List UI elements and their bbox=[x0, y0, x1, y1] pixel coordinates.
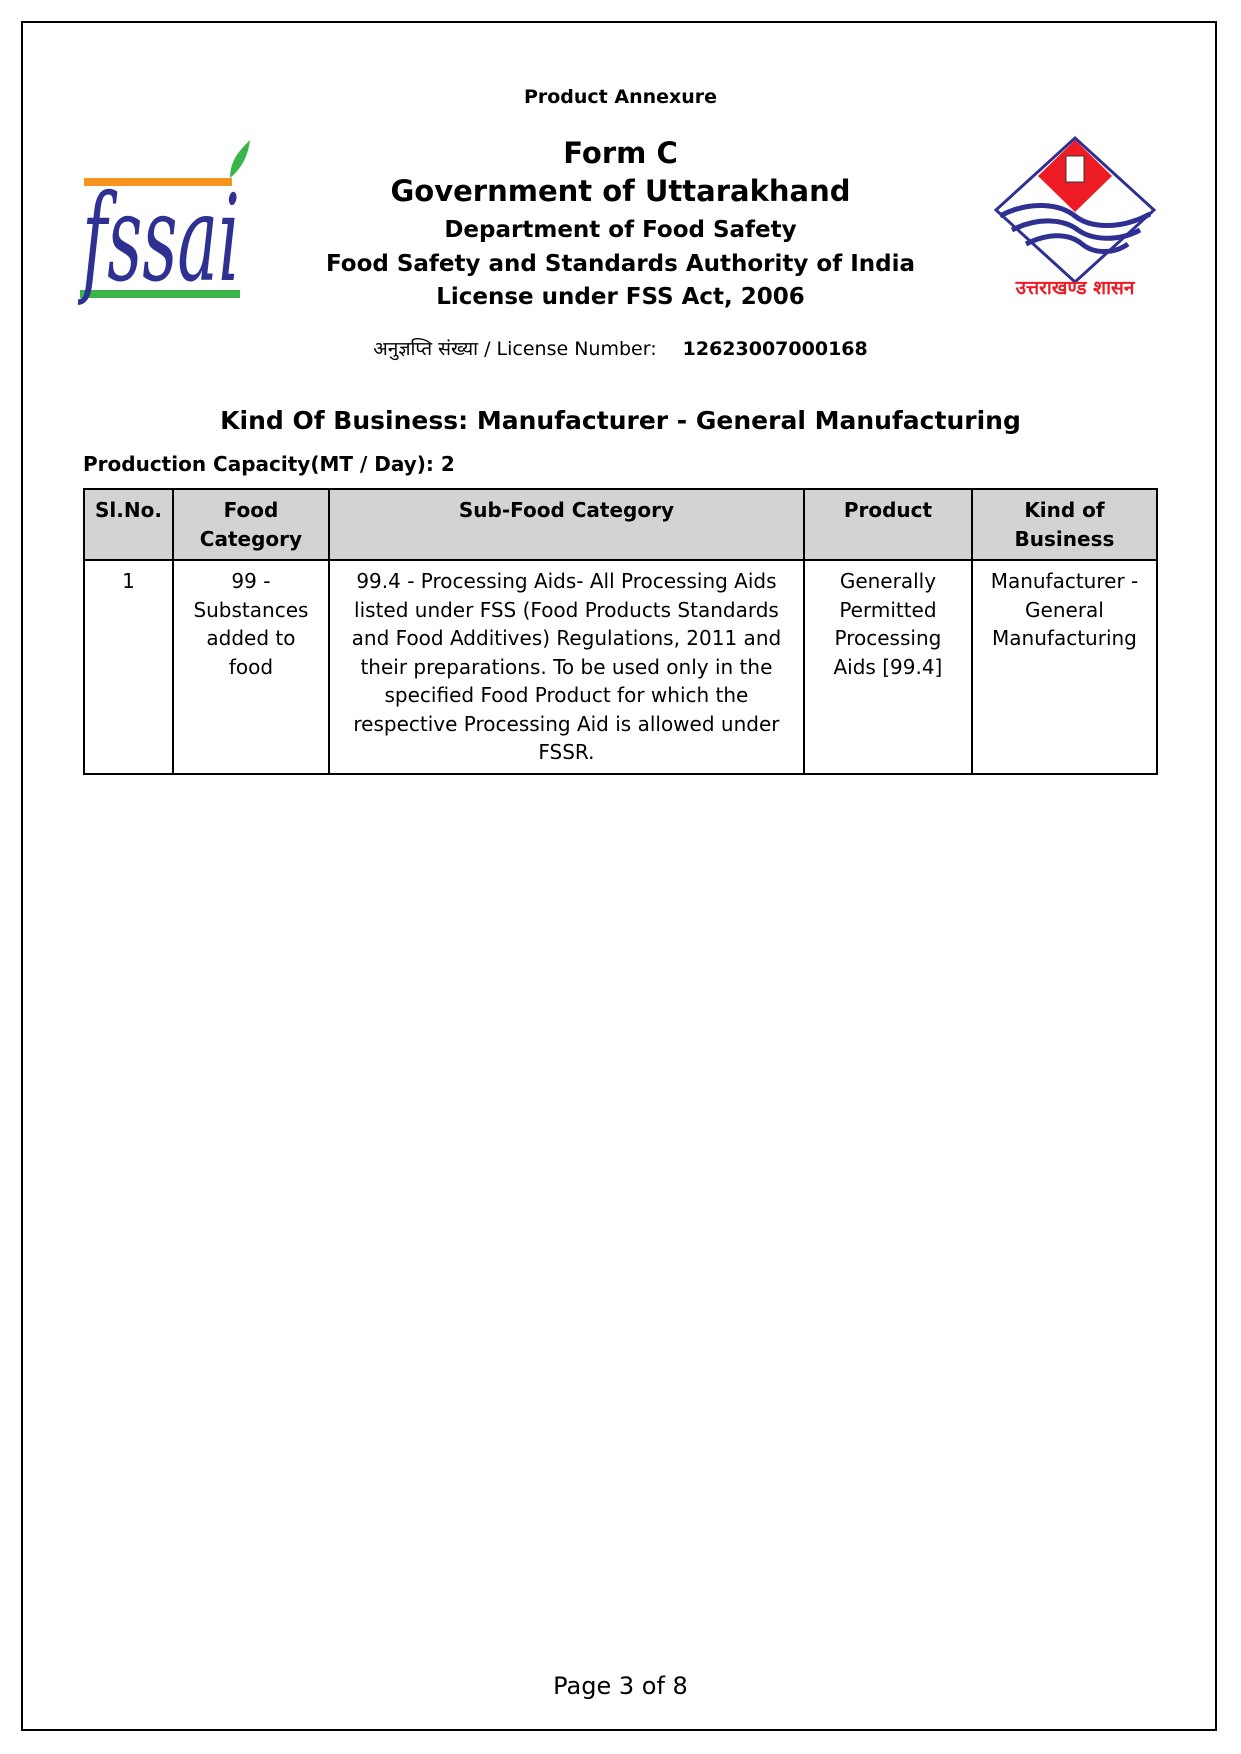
cell-product: Generally Permitted Processing Aids [99.4] bbox=[804, 560, 972, 774]
kind-of-business-heading: Kind Of Business: Manufacturer - General Manufacturing bbox=[220, 406, 1021, 435]
license-number-value: 12623007000168 bbox=[682, 338, 868, 360]
table-row bbox=[84, 560, 1157, 774]
header-kind-of-business: Kind of Business bbox=[972, 489, 1157, 560]
uttarakhand-emblem bbox=[990, 134, 1160, 300]
table-header-row bbox=[84, 489, 1157, 560]
cell-kind-of-business: Manufacturer - General Manufacturing bbox=[972, 560, 1157, 774]
cell-food-category: 99 - Substances added to food bbox=[173, 560, 329, 774]
fssai-logo bbox=[77, 130, 260, 309]
cell-sub-food-category: 99.4 - Processing Aids- All Processing Aids listed under FSS (Food Products Standards and Food Additives) Regulations, 2011 and their preparations. To be used only in the specified Food Product for which the respective Processing Aid is allowed under FSSR. bbox=[329, 560, 804, 774]
license-number-label: अनुज्ञप्ति संख्या / License Number: bbox=[373, 338, 657, 360]
page-number: Page 3 of 8 bbox=[553, 1672, 688, 1700]
form-title: Form C bbox=[563, 136, 678, 170]
annexure-title: Product Annexure bbox=[523, 86, 718, 108]
header-product: Product bbox=[804, 489, 972, 560]
fssai-logo-text: fssai bbox=[77, 170, 241, 309]
production-capacity: Production Capacity(MT / Day): 2 bbox=[83, 452, 455, 476]
header-sl-no: Sl.No. bbox=[84, 489, 173, 560]
department-title: Department of Food Safety bbox=[444, 217, 797, 243]
license-number-line bbox=[0, 335, 1241, 361]
header-sub-food-category: Sub-Food Category bbox=[329, 489, 804, 560]
uttarakhand-emblem-text: उत्तराखण्ड शासन bbox=[1015, 277, 1135, 299]
authority-title: Food Safety and Standards Authority of India bbox=[325, 251, 916, 277]
header-food-category: Food Category bbox=[173, 489, 329, 560]
government-title: Government of Uttarakhand bbox=[390, 174, 851, 208]
product-table bbox=[83, 488, 1158, 775]
cell-sl-no: 1 bbox=[84, 560, 173, 774]
form-header bbox=[300, 134, 941, 314]
license-act-title: License under FSS Act, 2006 bbox=[436, 284, 805, 310]
